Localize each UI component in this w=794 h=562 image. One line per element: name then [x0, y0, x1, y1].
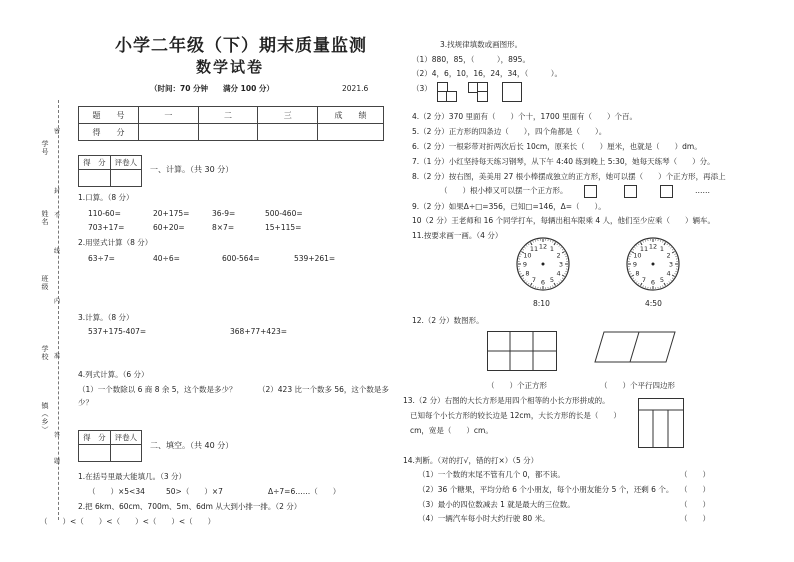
- r-q3-1: （1）880，85，（ ），895。: [412, 55, 530, 64]
- binding-mark: 准: [54, 353, 61, 360]
- binding-mark: 密: [54, 128, 61, 135]
- s1-q3-item: 368+77+423=: [230, 327, 288, 336]
- square-figure: [624, 185, 637, 198]
- s1-q2-item: 539+261=: [294, 254, 336, 263]
- binding-mark: 封: [54, 188, 61, 195]
- big-rectangle-figure: [638, 398, 684, 448]
- s1-q1-item: 60+20=: [153, 223, 185, 232]
- square-figure: [660, 185, 673, 198]
- clock-numeral: 10: [523, 251, 532, 260]
- binding-mark: 答: [54, 432, 61, 439]
- r-q13-line2: 已知每个小长方形的较长边是 12cm，大长方形的长是（ ）: [410, 411, 621, 420]
- pattern-answer-square[interactable]: [502, 82, 522, 102]
- score-table-header-row: [79, 107, 384, 124]
- rectangle-grid-figure: [487, 331, 557, 371]
- r-q3-3: （3）: [412, 84, 432, 93]
- clock-numeral: 5: [549, 276, 555, 285]
- s1-q1-title: 1.口算。（8 分）: [78, 193, 134, 202]
- clock-numeral: 8: [525, 269, 530, 278]
- s1-q2-title: 2.用竖式计算（8 分）: [78, 238, 153, 247]
- s1-q1-item: 36-9=: [212, 209, 236, 218]
- grader-score-cell[interactable]: [79, 445, 111, 462]
- s1-q1-item: 110-60=: [88, 209, 121, 218]
- section1-title: 一、计算。（共 30 分）: [150, 165, 234, 174]
- s1-q1-item: 8×7=: [212, 223, 235, 232]
- grader-reviewer-cell[interactable]: [110, 170, 141, 187]
- clock-numeral: 6: [540, 278, 546, 287]
- score-header-cell: 三: [258, 107, 318, 124]
- s1-q4-part2-cont: 少？: [78, 398, 93, 407]
- r-q14-item: （1）一个数的末尾不管有几个 0，都不读。: [418, 470, 565, 479]
- clock-numeral: 4: [556, 269, 561, 278]
- grader-score-cell[interactable]: [79, 170, 111, 187]
- s1-q4-part2: （2）423 比一个数多 56，这个数是多: [258, 385, 389, 394]
- score-input-cell[interactable]: [139, 124, 199, 141]
- score-input-cell[interactable]: [258, 124, 318, 141]
- square-figure: [584, 185, 597, 198]
- score-label-cell: 得 分: [79, 124, 139, 141]
- r-q11: 11.按要求画一画。（4 分）: [412, 231, 503, 240]
- clock-numeral: 6: [650, 278, 656, 287]
- s2-q2-title: 2.把 6km、60cm、700m、5m、6dm 从大到小排一排。（2 分）: [78, 502, 302, 511]
- binding-line: [58, 100, 59, 520]
- r-q13-line3: cm，宽是（ ）cm。: [410, 426, 493, 435]
- score-input-cell[interactable]: [198, 124, 258, 141]
- r-q12: 12.（2 分）数图形。: [412, 316, 484, 325]
- clock-numeral: 11: [639, 244, 649, 253]
- clock-face-1[interactable]: [515, 236, 571, 292]
- clock-numeral: 2: [666, 251, 671, 260]
- s1-q2-item: 40÷6=: [153, 254, 180, 263]
- clock-center: [542, 263, 545, 266]
- clock-face-2[interactable]: [625, 236, 681, 292]
- clock-numeral: 3: [558, 260, 564, 269]
- pattern-square: [477, 91, 488, 102]
- score-header-cell: 二: [198, 107, 258, 124]
- clock-numeral: 7: [531, 276, 537, 285]
- parallelogram-figure: [594, 331, 676, 363]
- r-q12-ans1: （ ）个正方形: [487, 381, 547, 390]
- s2-q2-answer[interactable]: （ ）<（ ）<（ ）<（ ）<（ ）: [40, 517, 216, 526]
- binding-mark: 不: [54, 212, 61, 219]
- clock-numeral: 12: [648, 242, 658, 251]
- binding-label-school: 学校: [41, 345, 49, 361]
- s1-q1-item: 703+17=: [88, 223, 125, 232]
- r-q6: 6.（2 分）一根彩带对折两次后长 10cm，原来长（ ）厘米，也就是（ ）dm。: [412, 142, 702, 151]
- s1-q4-part1: （1）一个数除以 6 商 8 余 5，这个数是多少？: [78, 385, 237, 394]
- clock-numeral: 2: [556, 251, 561, 260]
- square-figure-ellipsis: ……: [695, 186, 710, 195]
- grader-score-label: 得 分: [79, 431, 111, 445]
- r-q14-title: 14.判断。（对的打√，错的打×）（5 分）: [403, 456, 539, 465]
- s2-q1-item: 50>（ ）×7: [166, 487, 223, 496]
- clock-numeral: 1: [549, 244, 555, 253]
- binding-mark: 题: [54, 458, 61, 465]
- clock-center: [652, 263, 655, 266]
- clock-numeral: 11: [529, 244, 539, 253]
- r-q14-item: （2）36 个糖果，平均分给 6 个小朋友，每个小朋友能分 5 个，还剩 6 个。: [418, 485, 674, 494]
- s2-q1-item: （ ）×5<34: [88, 487, 145, 496]
- r-q7: 7.（1 分）小红坚持每天练习钢琴，从下午 4:40 练到晚上 5:30，她每天练琴（ ）分。: [412, 157, 715, 166]
- clock-numeral: 9: [632, 260, 638, 269]
- r-q5: 5.（2 分）正方形的四条边（ ），四个角都是（ ）。: [412, 127, 607, 136]
- r-q3-2: （2）4，6，10，16，24，34，（ ）。: [412, 69, 562, 78]
- r-q14-item: （3）最小的四位数减去 1 就是最大的三位数。: [418, 500, 575, 509]
- s1-q1-item: 15+115=: [265, 223, 302, 232]
- grader-score-label: 得 分: [79, 156, 111, 170]
- r-q4: 4.（2 分）370 里面有（ ）个十，1700 里面有（ ）个百。: [412, 112, 637, 121]
- r-q12-ans2: （ ）个平行四边形: [600, 381, 675, 390]
- r-q10: 10（2 分）王老师和 16 个同学打车，每辆出租车限乘 4 人，他们至少应乘（ ）辆车。: [412, 216, 716, 225]
- clock-numeral: 7: [641, 276, 647, 285]
- r-q8-line1: 8.（2 分）按右图，美美用 27 根小棒摆成独立的正方形，她可以摆（ ）个正方形，再添上: [412, 172, 726, 181]
- s2-q1-title: 1.在括号里最大能填几。（3 分）: [78, 472, 187, 481]
- clock-numeral: 4: [666, 269, 671, 278]
- clock1-label: 8:10: [533, 299, 550, 308]
- s1-q2-item: 63÷7=: [88, 254, 115, 263]
- binding-label-student-id: 学号: [41, 140, 49, 156]
- s2-q1-item: Δ÷7=6……（ ）: [268, 487, 341, 496]
- page-title: 小学二年级（下）期末质量监测: [115, 36, 367, 56]
- s1-q3-title: 3.计算。（8 分）: [78, 313, 134, 322]
- binding-mark: 内: [54, 298, 61, 305]
- r-q8-line2: （ ）根小棒又可以摆一个正方形。: [440, 186, 568, 195]
- judge-answer-paren[interactable]: （ ）: [680, 514, 710, 523]
- clock-numeral: 10: [633, 251, 642, 260]
- s1-q4-title: 4.列式计算。（6 分）: [78, 370, 149, 379]
- clock-numeral: 5: [659, 276, 665, 285]
- score-table-score-row: [79, 124, 384, 141]
- clock2-label: 4:50: [645, 299, 662, 308]
- s1-q3-item: 537+175-407=: [88, 327, 147, 336]
- score-input-cell[interactable]: [318, 124, 384, 141]
- exam-date: 2021.6: [342, 84, 369, 93]
- grader-reviewer-label: 评卷人: [110, 431, 141, 445]
- section1-grader-box: [78, 155, 142, 187]
- time-info: （时间：70 分钟 满分 100 分）: [150, 84, 274, 93]
- score-table: [78, 106, 384, 141]
- clock-numeral: 1: [659, 244, 665, 253]
- clock-numeral: 9: [522, 260, 528, 269]
- r-q13-line1: 13.（2 分）右图的大长方形是用四个相等的小长方形拼成的。: [403, 396, 610, 405]
- r-q14-item: （4）一辆汽车每小时大约行驶 80 米。: [418, 514, 550, 523]
- clock-numeral: 8: [635, 269, 640, 278]
- section2-title: 二、填空。（共 40 分）: [150, 441, 234, 450]
- judge-answer-paren[interactable]: （ ）: [680, 470, 710, 479]
- clock-numeral: 12: [538, 242, 548, 251]
- r-q9: 9.（2 分）如果Δ÷□=356，已知□=146，Δ=（ ）。: [412, 202, 606, 211]
- binding-mark: 线: [54, 248, 61, 255]
- clock-numeral: 3: [668, 260, 674, 269]
- score-header-cell: 一: [139, 107, 199, 124]
- section2-grader-box: [78, 430, 142, 462]
- s1-q2-item: 600-564=: [222, 254, 260, 263]
- binding-label-name: 姓名: [41, 210, 49, 226]
- judge-answer-paren[interactable]: （ ）: [680, 500, 710, 509]
- judge-answer-paren[interactable]: （ ）: [680, 485, 710, 494]
- score-header-cell: 成 绩: [318, 107, 384, 124]
- page-subtitle: 数学试卷: [196, 58, 265, 76]
- r-q3-title: 3.找规律填数或画图形。: [440, 40, 523, 49]
- s1-q1-item: 500-460=: [265, 209, 303, 218]
- grader-reviewer-cell[interactable]: [110, 445, 141, 462]
- binding-label-class: 班级: [41, 275, 49, 291]
- binding-label-town: 镇（乡）: [41, 402, 49, 434]
- grader-reviewer-label: 评卷人: [110, 156, 141, 170]
- score-header-cell: 题 号: [79, 107, 139, 124]
- pattern-square: [446, 91, 457, 102]
- s1-q1-item: 20+175=: [153, 209, 190, 218]
